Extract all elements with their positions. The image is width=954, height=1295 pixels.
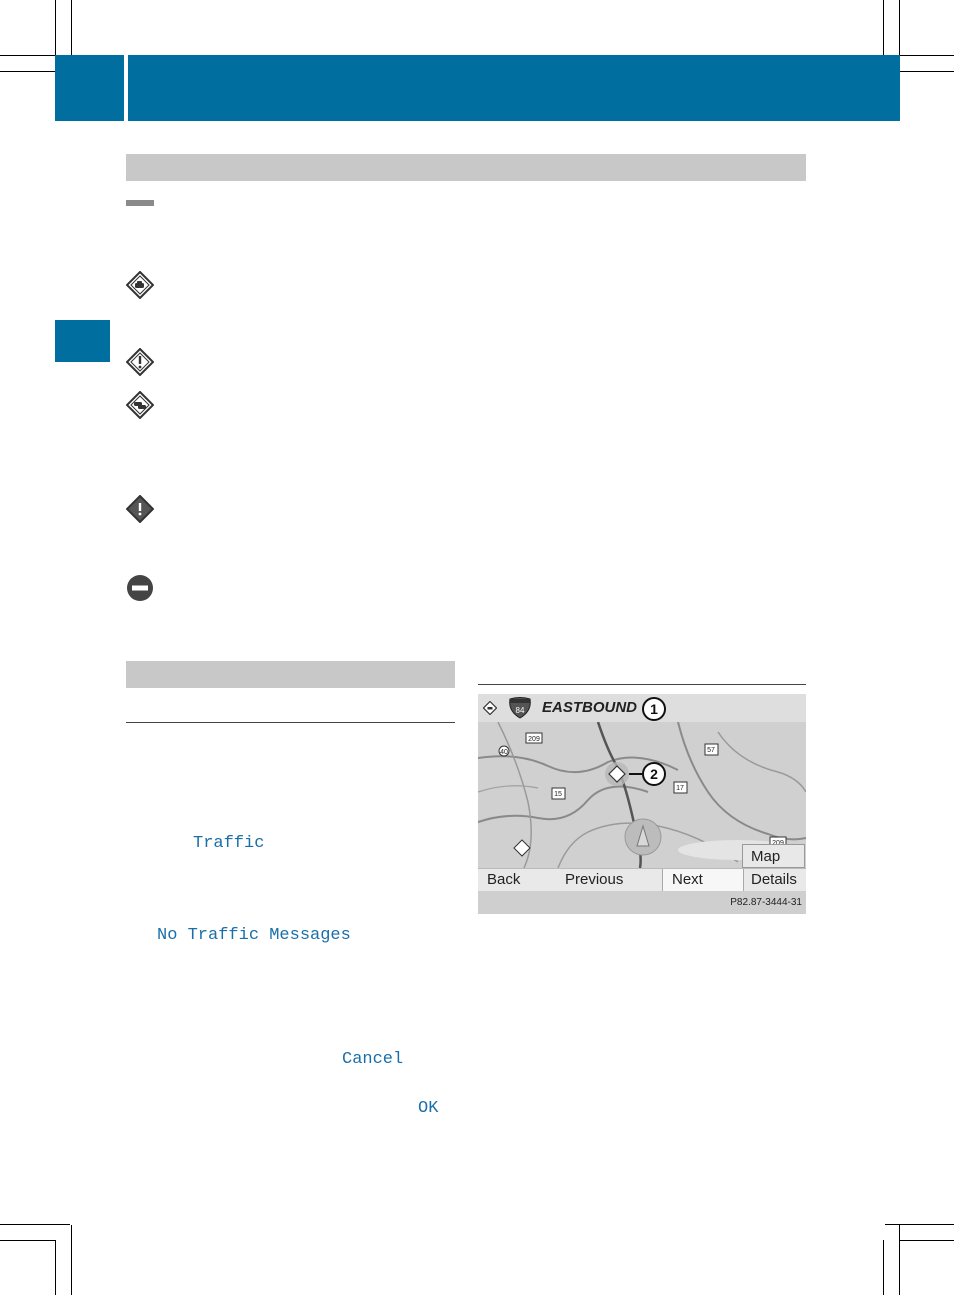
- crop-mark: [0, 55, 55, 56]
- cancel-term[interactable]: Cancel: [342, 1050, 404, 1069]
- route-label: 209: [528, 736, 540, 743]
- traffic-jam-diamond-icon: [126, 271, 154, 299]
- slow-traffic-diamond-icon: [126, 391, 154, 419]
- previous-button[interactable]: Previous: [565, 871, 624, 888]
- route-label: 57: [707, 747, 715, 754]
- divider: [126, 722, 455, 723]
- traffic-map[interactable]: [478, 722, 806, 868]
- subsection-heading-bar: [126, 661, 455, 688]
- crop-mark: [883, 1240, 884, 1295]
- ok-term[interactable]: OK: [418, 1099, 439, 1118]
- crop-mark: [900, 1240, 954, 1241]
- route-label: 40: [500, 749, 508, 756]
- note-marker: [126, 200, 154, 206]
- route-label: 17: [676, 785, 684, 792]
- navigation-screen: [478, 694, 806, 914]
- traffic-menu-item[interactable]: Traffic: [193, 834, 265, 853]
- callout-1: 1: [642, 697, 666, 721]
- next-button-label: Next: [672, 871, 703, 888]
- map-button[interactable]: [742, 844, 805, 868]
- crop-mark: [55, 1240, 56, 1295]
- highway-number: 84: [515, 706, 525, 715]
- screen-header: [478, 694, 806, 722]
- crop-mark: [55, 0, 56, 55]
- next-button[interactable]: [662, 869, 744, 891]
- crop-mark: [899, 1225, 900, 1295]
- callout-2: 2: [642, 762, 666, 786]
- page-header-bar: [128, 55, 900, 121]
- traffic-diamond-icon: [483, 701, 497, 715]
- direction-label: EASTBOUND: [542, 699, 638, 716]
- map-button-label: Map: [751, 848, 781, 865]
- no-traffic-messages-text: No Traffic Messages: [157, 926, 351, 945]
- crop-mark: [883, 0, 884, 55]
- chapter-side-tab: [55, 320, 110, 362]
- crop-mark: [0, 1224, 70, 1225]
- image-code-strip: [478, 891, 806, 914]
- route-label: 15: [554, 791, 562, 798]
- danger-filled-diamond-icon: [126, 495, 154, 523]
- interstate-shield-icon: [508, 697, 532, 719]
- warning-diamond-icon: [126, 348, 154, 376]
- chapter-tab-header: [55, 55, 124, 121]
- section-heading-bar: [126, 154, 806, 181]
- back-button[interactable]: Back: [487, 871, 521, 888]
- crop-mark: [900, 55, 954, 56]
- screen-button-row: [478, 868, 806, 891]
- details-button[interactable]: Details: [751, 871, 797, 888]
- crop-mark: [885, 1224, 954, 1225]
- road-closure-icon: [126, 574, 154, 602]
- crop-mark: [0, 1240, 55, 1241]
- crop-mark: [71, 1225, 72, 1295]
- image-code: P82.87-3444-31: [730, 897, 802, 908]
- divider: [478, 684, 806, 685]
